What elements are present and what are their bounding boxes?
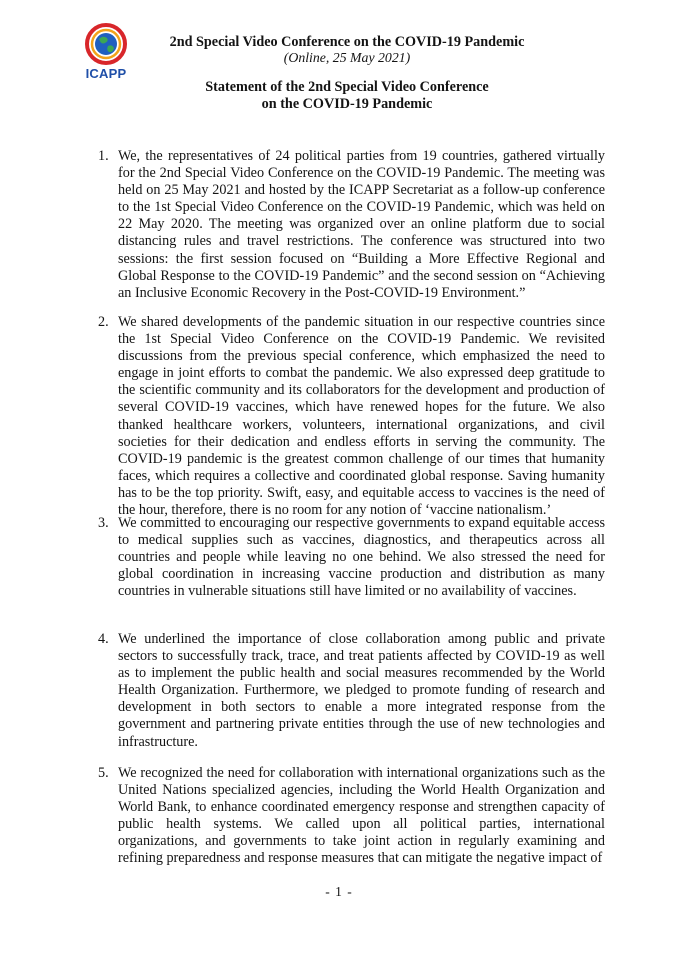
page-number: - 1 - [325, 884, 353, 899]
paragraph-number: 3. [98, 515, 109, 531]
statement-title [150, 79, 544, 113]
paragraph-text: We shared developments of the pandemic situation in our respective countries since the 1st Special Video Conference on the COVID-19 Pandemic. We revisited discussions from the previous special conference, which emphasized the need to engage in joint efforts to combat the pandemic. We also expressed deep gratitude to the scientific community and its collaborators for the development and production of several COVID-19 vaccines, which have renewed hopes for the future. We also thanked healthcare workers, volunteers, international organizations, and civil societies for their dedication and endless efforts in serving the community. The COVID-19 pandemic is the greatest common challenge of our times that humanity faces, which requires a collective and coordinated global response. Saving humanity has to be the top priority. Swift, easy, and equitable access to vaccines is the need of the hour, therefore, there is no room for any notion of ‘vaccine nationalism.’ [118, 314, 605, 519]
conference-date: (Online, 25 May 2021) [283, 50, 411, 65]
icapp-logo [76, 22, 136, 84]
globe-icon [76, 22, 136, 66]
paragraph-number: 1. [98, 148, 109, 164]
statement-title-line-2: on the COVID-19 Pandemic [261, 96, 433, 112]
paragraph-number: 5. [98, 765, 109, 781]
paragraph-number: 2. [98, 314, 109, 330]
paragraph-text: We underlined the importance of close collaboration among public and private sectors to successfully track, trace, and treat patients affected by COVID-19 as well as to implement the public health and social measures recommended by the World Health Organization. Furthermore, we pledged to promote funding of research and development in both sectors to enable a more integrated response from the government and partnering private entities through the use of new technologies and infrastructure. [118, 631, 605, 750]
statement-title-line-1: Statement of the 2nd Special Video Conference [205, 79, 489, 95]
paragraph-text: We committed to encouraging our respective governments to expand equitable access to medical supplies such as vaccines, diagnostics, and therapeutics across all countries and people while leaving no one behind. We also stressed the need for global coordination in increasing vaccine production and distribution as many countries in vulnerable situations still have limited or no availability of vaccines. [118, 515, 605, 600]
paragraph-number: 4. [98, 631, 109, 647]
paragraph-text: We, the representatives of 24 political parties from 19 countries, gathered virtually for the 2nd Special Video Conference on the COVID-19 Pandemic. The meeting was held on 25 May 2021 and hosted by the ICAPP Secretariat as a follow-up conference to the 1st Special Video Conference on the COVID-19 Pandemic, which was held on 22 May 2020. The meeting was organized over an online platform due to social distancing rules and travel restrictions. The conference was structured into two sessions: the first session focused on “Building a More Effective Regional and Global Response to the COVID-19 Pandemic” and the second session on “Achieving an Inclusive Economic Recovery in the Post-COVID-19 Environment.” [118, 148, 605, 301]
conference-title: 2nd Special Video Conference on the COVID-19 Pandemic [169, 34, 525, 50]
paragraph-text: We recognized the need for collaboration with international organizations such as the United Nations specialized agencies, including the World Health Organization and World Bank, to enhance coordinated emergency response and strengthen capacity of public health systems. We called upon all political parties, international organizations, and governments to take joint action in regularly examining and refining preparedness and response measures that can mitigate the negative impact of [118, 765, 605, 867]
logo-text: ICAPP [85, 66, 127, 81]
